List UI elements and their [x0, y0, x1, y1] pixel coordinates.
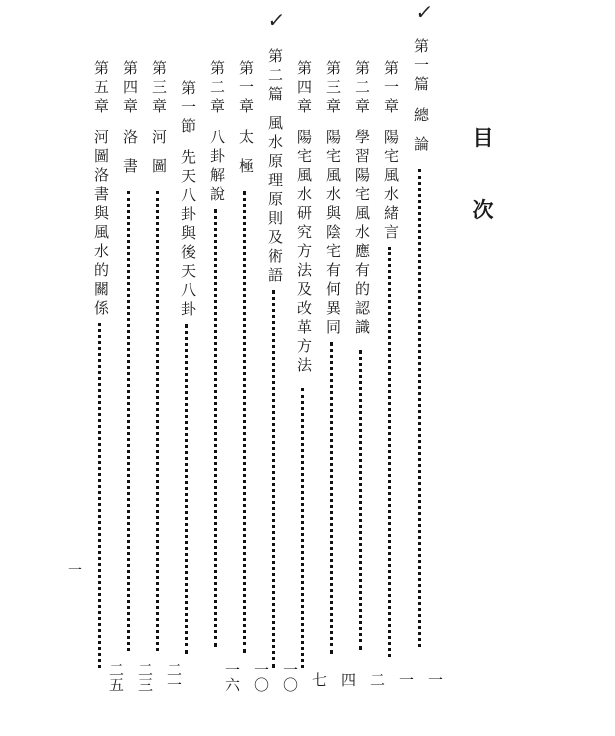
page-number: 二三	[136, 662, 154, 692]
page-number: 二	[368, 672, 386, 687]
entry-title: 太極	[237, 129, 255, 187]
entry-title: 陽宅風水研究方法及改革方法	[295, 129, 313, 376]
entry-label: 第一章	[237, 60, 255, 117]
page-number: 一六	[223, 662, 241, 692]
checkmark-part-two: ✓	[266, 8, 287, 32]
dot-leader	[330, 342, 336, 654]
entry-title: 總論	[412, 107, 430, 165]
entry-label: 第二章	[353, 60, 371, 117]
entry-title: 學習陽宅風水應有的認識	[353, 129, 371, 338]
dot-leader	[418, 169, 424, 647]
toc-entry-section	[177, 80, 199, 654]
heading-char-mu: 目	[472, 126, 494, 150]
entry-label: 第一節	[179, 80, 197, 137]
entry-label: 第一篇	[412, 38, 430, 95]
page-number: 一〇	[252, 662, 270, 692]
page-number: 一〇	[281, 662, 299, 692]
entry-title: 先天八卦與後天八卦	[179, 149, 197, 320]
dot-leader	[98, 323, 104, 668]
toc-entry-chapter	[119, 60, 141, 651]
dot-leader	[388, 247, 394, 657]
dot-leader	[127, 191, 133, 651]
entry-title: 陽宅風水緒言	[382, 129, 400, 243]
checkmark-part-one: ✓	[414, 0, 435, 24]
margin-page-number: 一	[68, 563, 82, 579]
toc-entry-chapter	[293, 60, 315, 668]
page-number: 一	[426, 672, 444, 687]
entry-title: 河圖洛書與風水的關係	[92, 129, 110, 319]
page-number: 四	[339, 672, 357, 687]
toc-entry-part-1	[410, 38, 432, 647]
heading-char-ci: 次	[472, 198, 494, 222]
toc-entry-chapter	[206, 60, 228, 647]
dot-leader	[243, 191, 249, 653]
toc-entry-chapter	[322, 60, 344, 654]
entry-label: 第二章	[208, 60, 226, 117]
dot-leader	[359, 350, 365, 650]
entry-title: 陽宅風水與陰宅有何異同	[324, 129, 342, 338]
entry-label: 第四章	[295, 60, 313, 117]
dot-leader	[214, 209, 220, 647]
dot-leader	[272, 290, 278, 668]
entry-label: 第二篇	[266, 48, 284, 105]
page-number: 二五	[107, 662, 125, 692]
toc-entry-chapter	[351, 60, 373, 650]
toc-entry-chapter	[235, 60, 257, 653]
page-number: 七	[310, 672, 328, 687]
entry-title: 八卦解說	[208, 129, 226, 205]
entry-label: 第三章	[150, 60, 168, 117]
page-number: 一	[397, 672, 415, 687]
entry-label: 第三章	[324, 60, 342, 117]
toc-entry-chapter	[148, 60, 170, 651]
entry-label: 第五章	[92, 60, 110, 117]
toc-entry-chapter	[380, 60, 402, 657]
dot-leader	[185, 324, 191, 654]
entry-title: 風水原理原則及術語	[266, 115, 284, 286]
entry-label: 第四章	[121, 60, 139, 117]
entry-title: 河圖	[150, 129, 168, 187]
dot-leader	[301, 388, 307, 668]
dot-leader	[156, 191, 162, 651]
entry-title: 洛書	[121, 129, 139, 187]
page-number: 二一	[165, 662, 183, 692]
toc-entry-chapter	[90, 60, 112, 668]
entry-label: 第一章	[382, 60, 400, 117]
toc-entry-part-2	[264, 48, 286, 668]
